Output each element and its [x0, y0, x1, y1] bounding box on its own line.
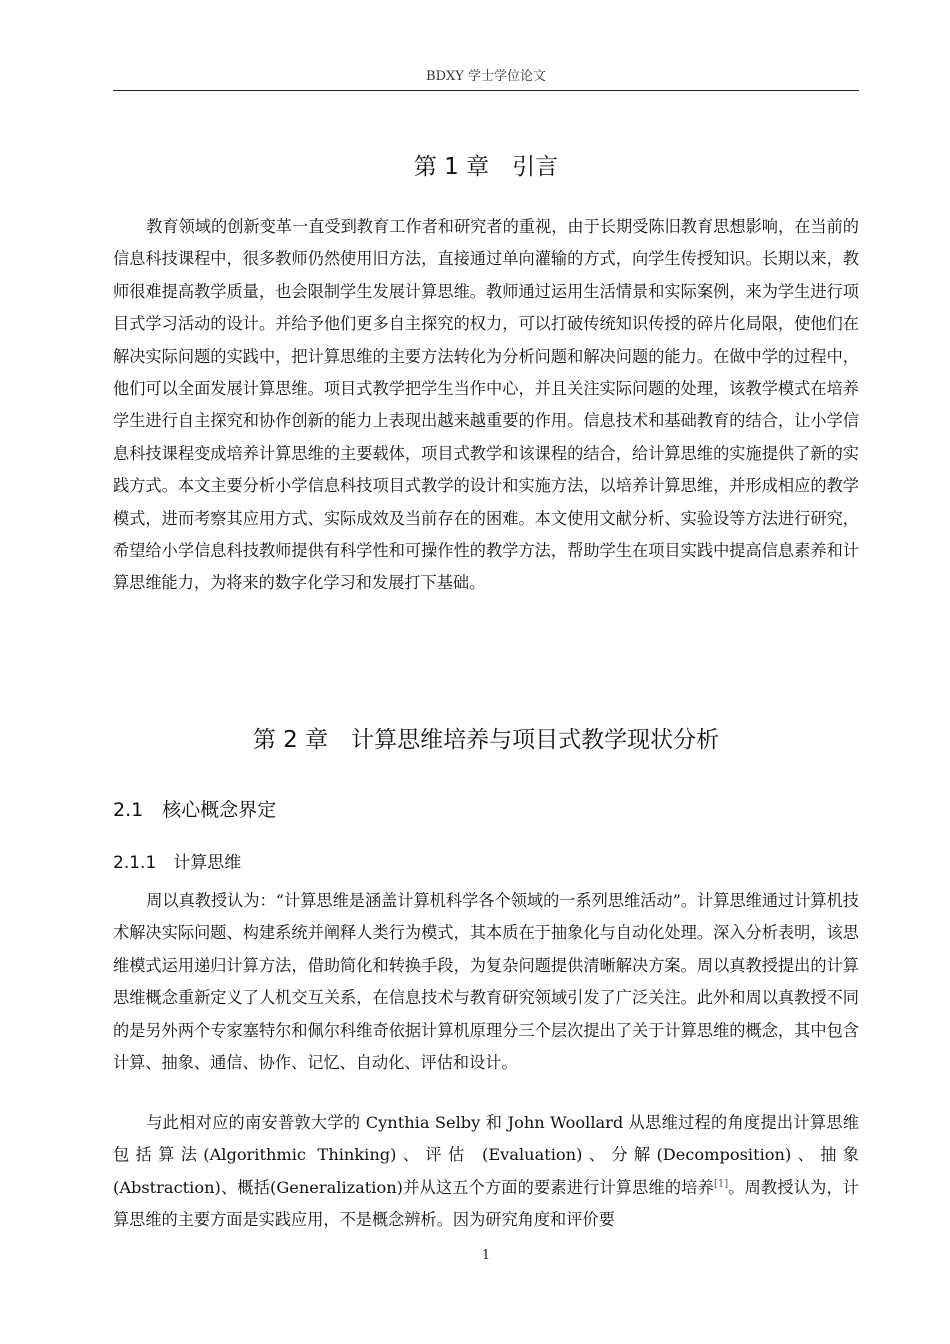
paragraph-2-continued-text: 。周教授认为，计算思维的主要方面是实践应用，不是概念辨析。因为研究角度和评价要 — [113, 1177, 859, 1230]
page-number: 1 — [481, 1248, 491, 1263]
running-header — [113, 64, 859, 91]
chapter-1-paragraph: 教育领域的创新变革一直受到教育工作者和研究者的重视，由于长期受陈旧教育思想影响，在当前的信息科技课程中，很多教师仍然使用旧方法，直接通过单向灌输的方式，向学生传授知识。长期以来，教师很难提高教学质量，也会限制学生发展计算思维。教师通过运用生活情景和实际案例，来为学生进行项目式学习活动的设计。并给予他们更多自主探究的权力，可以打破传统知识传授的碎片化局限，使他们在解决实际问题的实践中，把计算思维的主要方法转化为分析问题和解决问题的能力。在做中学的过程中，他们可以全面发展计算思维。项目式教学把学生当作中心，并且关注实际问题的处理，该教学模式在培养学生进行自主探究和协作创新的能力上表现出越来越重要的作用。信息技术和基础教育的结合，让小学信息科技课程变成培养计算思维的主要载体，项目式教学和该课程的结合，给计算思维的实施提供了新的实践方式。本文主要分析小学信息科技项目式教学的设计和实施方法，以培养计算思维，并形成相应的教学模式，进而考察其应用方式、实际成效及当前存在的困难。本文使用文献分析、实验设等方法进行研究，希望给小学信息科技教师提供有科学性和可操作性的教学方法，帮助学生在项目实践中提高信息素养和计算思维能力，为将来的数字化学习和发展打下基础。 — [113, 217, 859, 593]
subsection-2-1-1-title: 2.1.1 计算思维 — [113, 853, 242, 873]
computational-thinking-paragraph-1: 周以真教授认为：“计算思维是涵盖计算机科学各个领域的一系列思维活动”。计算思维通过计算机技术解决实际问题、构建系统并阐释人类行为模式，其本质在于抽象化与自动化处理。深入分析表明，该思维模式运用递归计算方法，借助简化和转换手段，为复杂问题提供清晰解决方案。周以真教授提出的计算思维概念重新定义了人机交互关系，在信息技术与教育研究领域引发了广泛关注。此外和周以真教授不同的是另外两个专家塞特尔和佩尔科维奇依据计算机原理分三个层次提出了关于计算思维的概念，其中包含计算、抽象、通信、协作、记忆、自动化、评估和设计。 — [113, 891, 859, 1073]
computational-thinking-paragraph-2 — [113, 1107, 859, 1237]
section-2-1-title: 2.1 核心概念界定 — [113, 799, 277, 821]
chapter-1-title: 第 1 章 引言 — [413, 154, 559, 180]
running-title: BDXY 学士学位论文 — [426, 69, 546, 84]
citation-reference[interactable]: [1] — [713, 1178, 729, 1190]
chapter-2-title: 第 2 章 计算思维培养与项目式教学现状分析 — [252, 727, 720, 753]
paragraph-2-text: 与此相对应的南安普敦大学的 Cynthia Selby 和 John Woollard 从思维过程的角度提出计算思维包括算法(Algorithmic Thinking)、评估 (Evaluation)、分解(Decomposition)、抽象(Abstraction)、概括(Generalization)并从这五个方面的要素进行计算思维的培养 — [113, 1113, 859, 1197]
